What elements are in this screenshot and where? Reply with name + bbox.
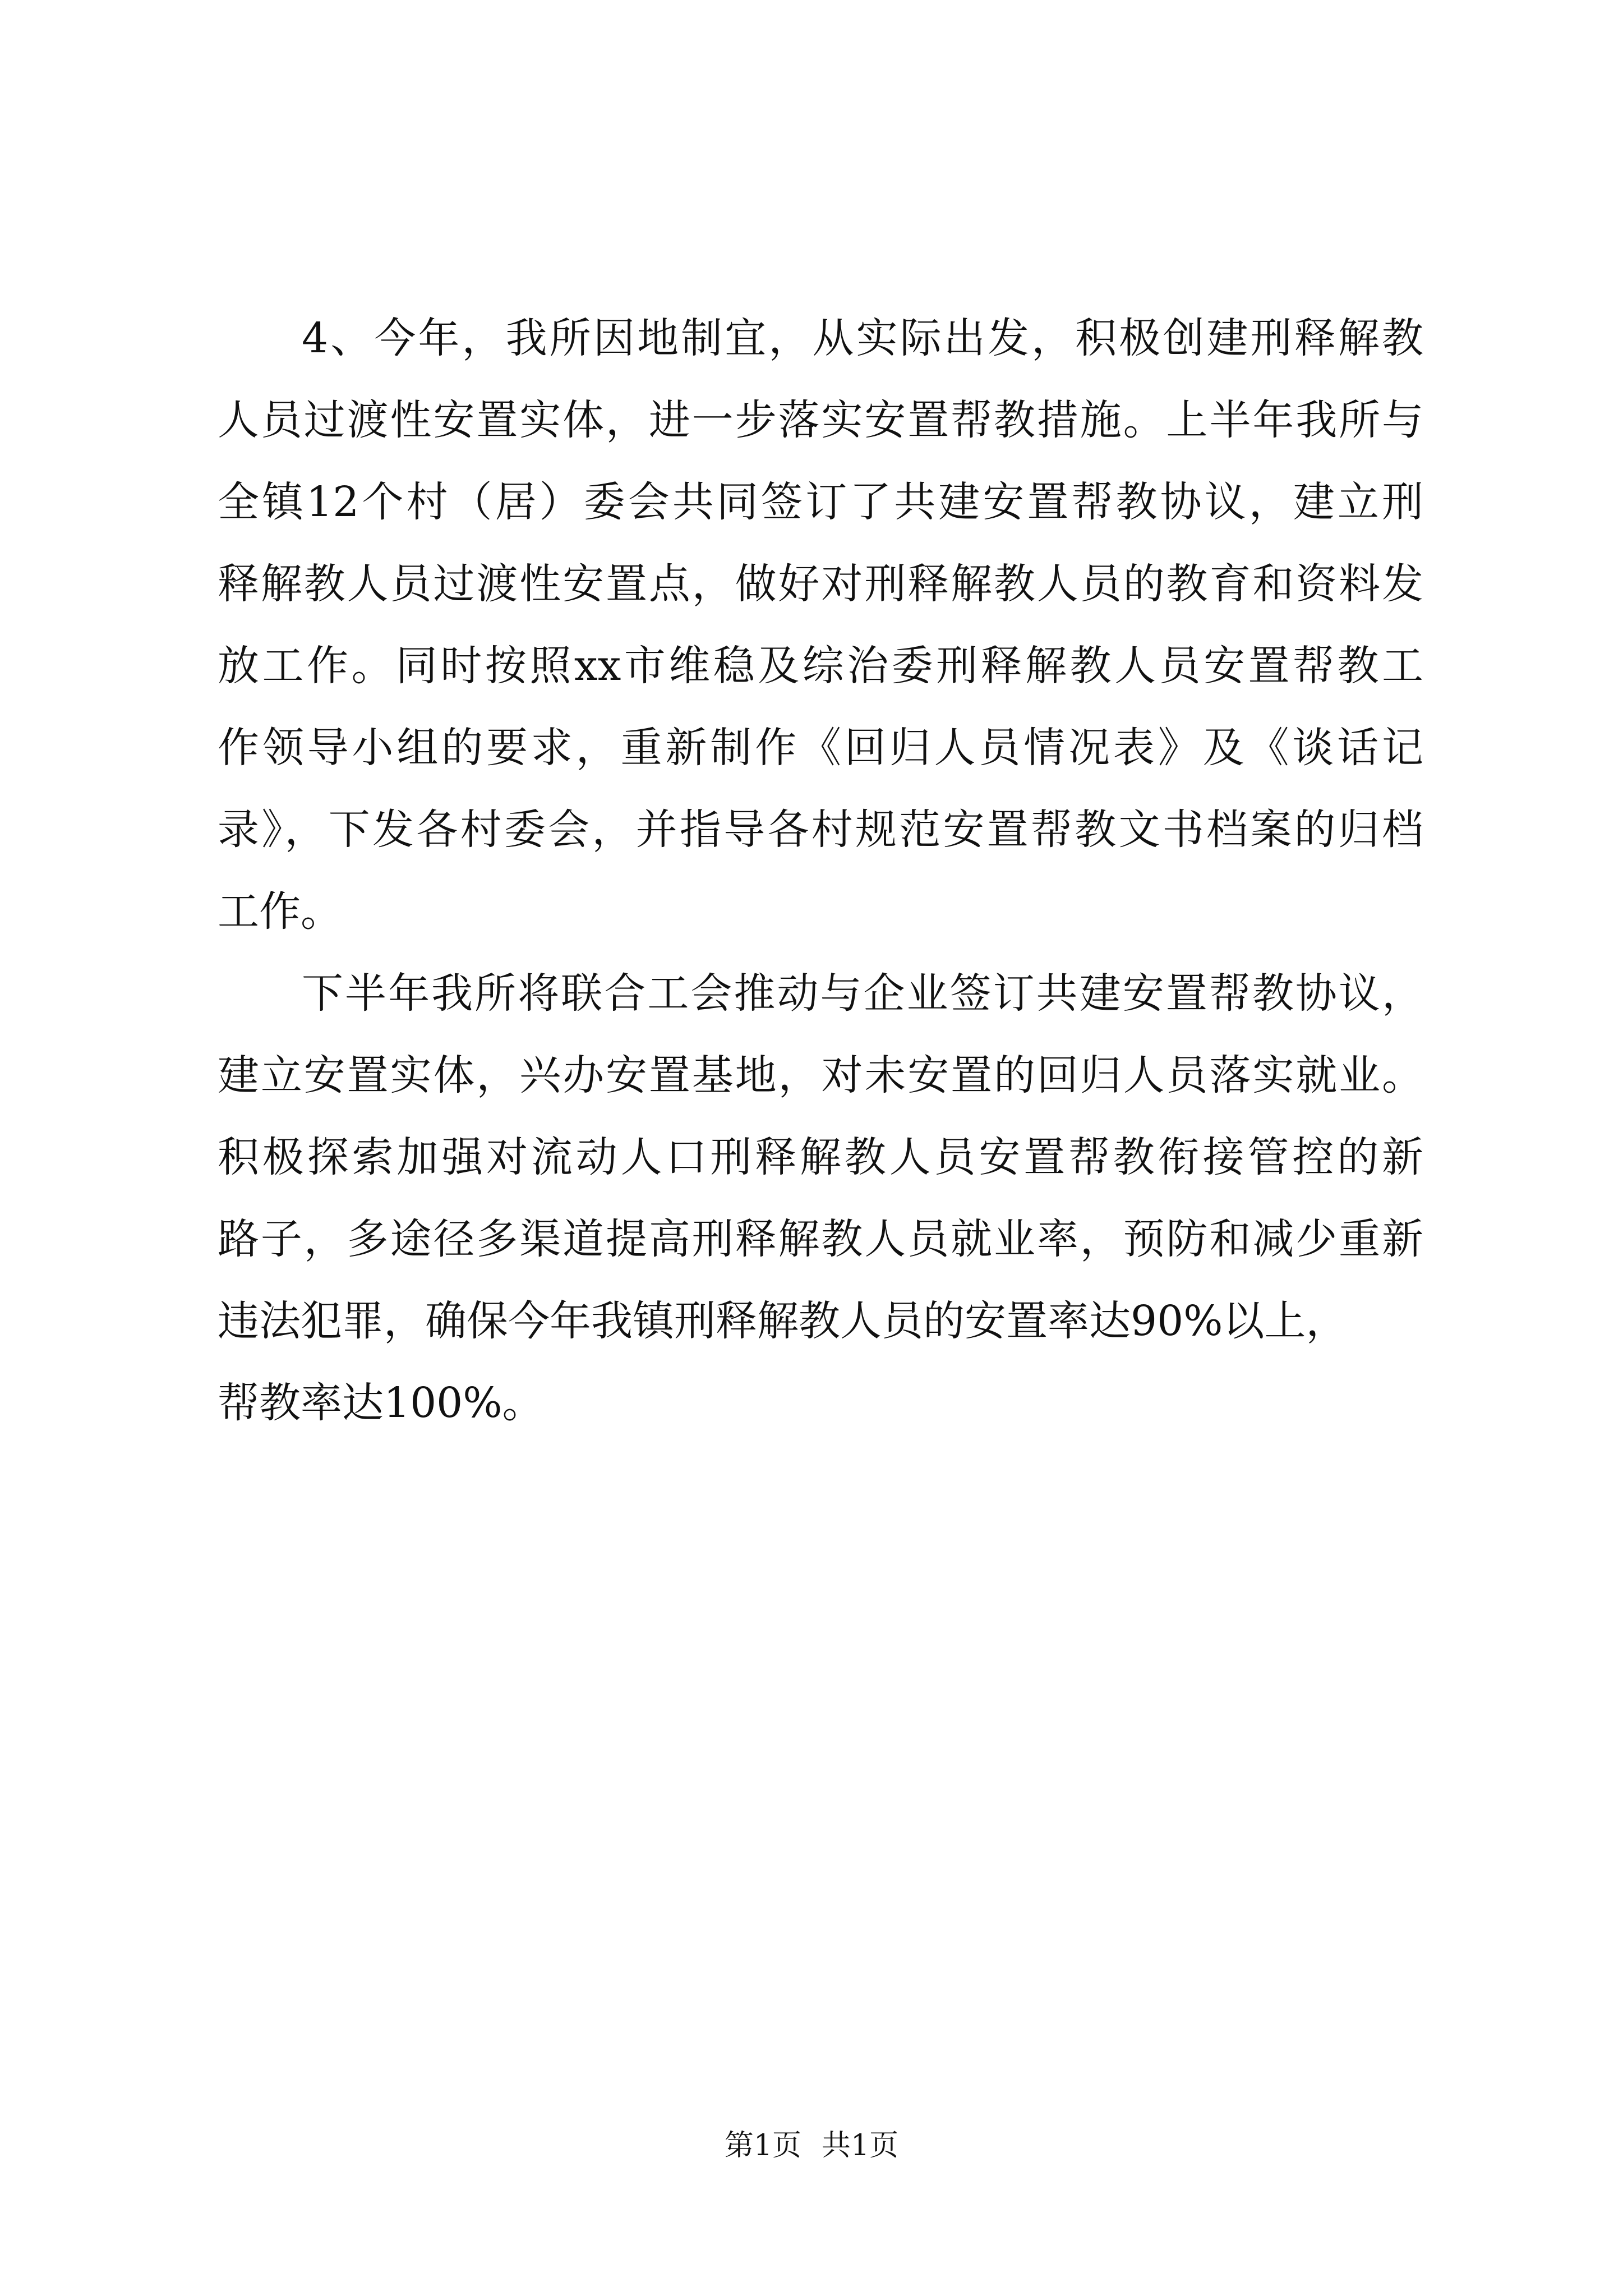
paragraph-2-line-4: 路子，多途径多渠道提高刑释解教人员就业率，预防和减少重新 xyxy=(218,1215,1423,1263)
paragraph-1-line-7: 录》，下发各村委会，并指导各村规范安置帮教文书档案的归档 xyxy=(218,806,1423,854)
document-body xyxy=(218,297,1423,1444)
paragraph-2-line-6: 帮教率达100%。 xyxy=(218,1379,544,1427)
paragraph-1-line-1: 4、今年，我所因地制宜，从实际出发，积极创建刑释解教 xyxy=(302,314,1423,362)
paragraph-1-line-3: 全镇12个村（居）委会共同签订了共建安置帮教协议，建立刑 xyxy=(218,478,1423,526)
paragraph-2-line-1: 下半年我所将联合工会推动与企业签订共建安置帮教协议， xyxy=(302,969,1423,1018)
page-footer xyxy=(0,2126,1623,2165)
paragraph-1-line-4: 释解教人员过渡性安置点，做好对刑释解教人员的教育和资料发 xyxy=(218,560,1423,608)
page-total: 共1页 xyxy=(822,2129,899,2162)
paragraph-1-line-6: 作领导小组的要求，重新制作《回归人员情况表》及《谈话记 xyxy=(218,724,1423,772)
paragraph-2-line-2: 建立安置实体，兴办安置基地，对未安置的回归人员落实就业。 xyxy=(218,1051,1423,1099)
paragraph-2-line-3: 积极探索加强对流动人口刑释解教人员安置帮教衔接管控的新 xyxy=(218,1133,1423,1181)
paragraph-2-line-5: 违法犯罪，确保今年我镇刑释解教人员的安置率达90%以上， xyxy=(218,1297,1348,1345)
paragraph-1-line-8: 工作。 xyxy=(218,887,342,936)
paragraph-1-line-5: 放工作。同时按照xx市维稳及综治委刑释解教人员安置帮教工 xyxy=(218,642,1423,690)
paragraph-1-line-2: 人员过渡性安置实体，进一步落实安置帮教措施。上半年我所与 xyxy=(218,396,1423,444)
page-number: 第1页 xyxy=(724,2129,801,2162)
